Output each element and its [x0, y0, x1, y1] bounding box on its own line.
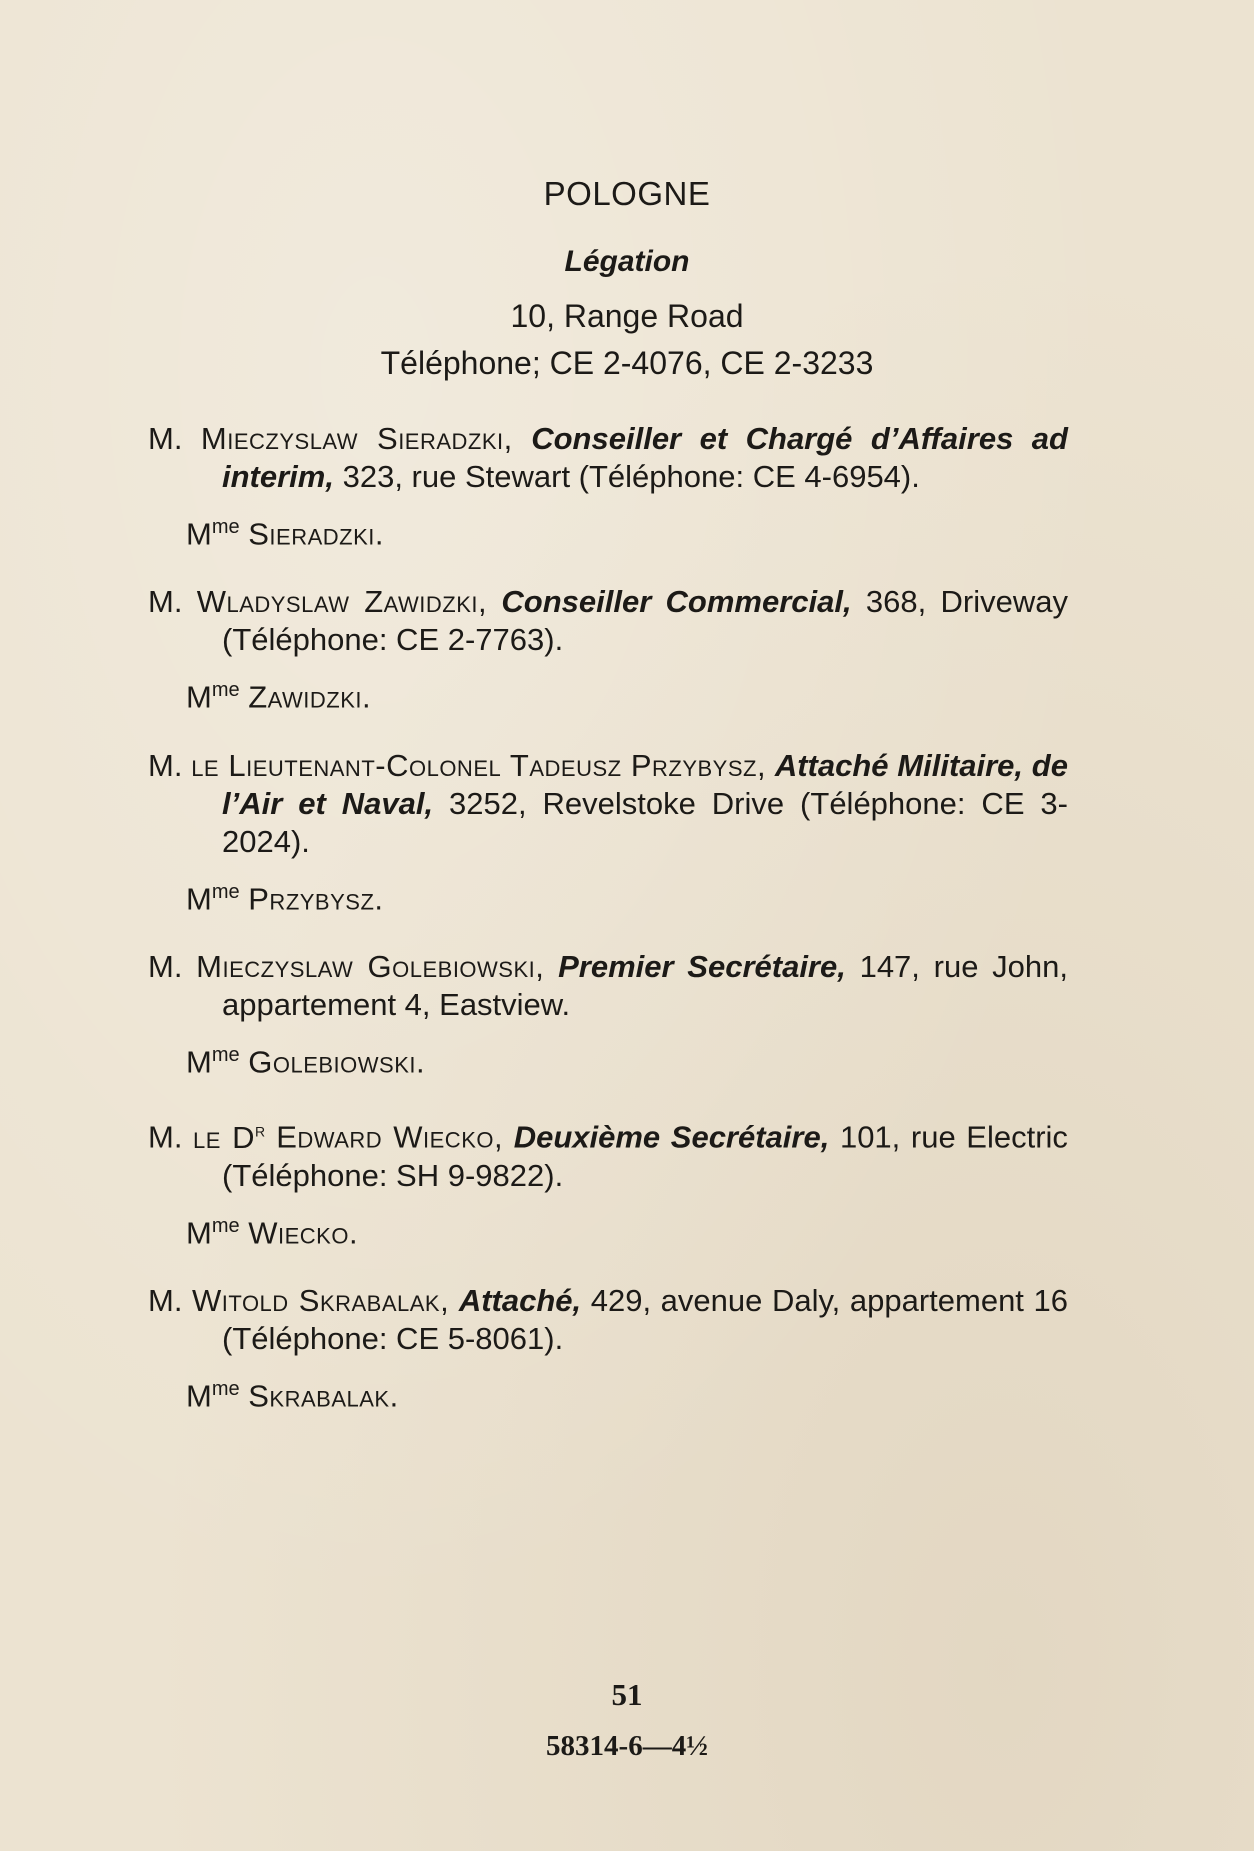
mission-type: Légation	[564, 245, 690, 278]
entry-name-prefix: le $D^r$	[193, 1119, 266, 1155]
entry-name: Mieczyslaw Golebiowski,	[196, 948, 545, 984]
entry-name: Wladyslaw Zawidzki,	[196, 584, 488, 620]
staff-entry	[148, 1282, 1068, 1415]
entry-title: M.	[148, 421, 183, 456]
entry-spouse: $M^{me}$ Wiecko.	[186, 1214, 359, 1250]
mission-address: 10, Range Road	[510, 298, 744, 334]
entry-details: 101, rue Electric (Téléphone: SH 9-9822).	[222, 1119, 1068, 1193]
staff-list	[148, 420, 1068, 1445]
entry-title: M.	[148, 1119, 183, 1155]
entry-text	[148, 583, 1068, 659]
staff-entry	[148, 1111, 1068, 1252]
entry-name: Witold Skrabalak,	[192, 1282, 450, 1318]
staff-entry	[148, 948, 1068, 1081]
entry-name: le Lieutenant-Colonel Tadeusz Przybysz,	[191, 747, 767, 783]
entry-text	[148, 747, 1068, 861]
entry-title: M.	[148, 948, 183, 984]
entry-details: 3252, Revelstoke Drive (Téléphone: CE 3-2024).	[222, 785, 1068, 859]
page-number: 51	[611, 1677, 643, 1712]
entry-title: M.	[148, 584, 183, 620]
entry-spouse: $M^{me}$ Skrabalak.	[186, 1377, 399, 1414]
entry-details: 368, Driveway (Téléphone: CE 2-7763).	[222, 584, 1068, 658]
mission-telephone: Téléphone; CE 2-4076, CE 2-3233	[380, 345, 874, 381]
entry-position: Attaché Militaire, de l’Air et Naval,	[222, 747, 1068, 821]
entry-spouse: $M^{me}$ Zawidzki.	[186, 679, 372, 715]
staff-entry	[148, 420, 1068, 553]
country-heading: POLOGNE	[543, 175, 711, 212]
entry-text	[148, 420, 1068, 496]
entry-name: Mieczyslaw Sieradzki,	[200, 421, 513, 456]
entry-spouse: $M^{me}$ Sieradzki.	[186, 516, 384, 552]
entry-spouse: $M^{me}$ Golebiowski.	[186, 1043, 426, 1080]
entry-details: 429, avenue Daly, appartement 16 (Téléphone: CE 5-8061).	[222, 1282, 1068, 1356]
entry-title: M.	[148, 747, 183, 783]
entry-text	[148, 1282, 1068, 1358]
print-code: 58314-6—4½	[546, 1730, 708, 1762]
entry-details: 147, rue John, appartement 4, Eastview.	[222, 948, 1068, 1022]
entry-spouse: $M^{me}$ Przybysz.	[186, 880, 384, 916]
entry-position: Deuxième Secrétaire,	[513, 1119, 830, 1155]
entry-details: 323, rue Stewart (Téléphone: CE 4-6954).	[342, 459, 920, 494]
entry-text	[148, 948, 1068, 1024]
entry-name: Edward Wiecko,	[276, 1119, 504, 1155]
staff-entry	[148, 747, 1068, 918]
staff-entry	[148, 583, 1068, 716]
entry-position: Conseiller Commercial,	[501, 584, 852, 620]
entry-position: Attaché,	[458, 1282, 582, 1318]
entry-text	[148, 1111, 1068, 1194]
entry-position: Conseiller et Chargé d’Affaires ad interim,	[222, 421, 1068, 494]
entry-title: M.	[148, 1282, 183, 1318]
entry-position: Premier Secrétaire,	[558, 948, 846, 984]
